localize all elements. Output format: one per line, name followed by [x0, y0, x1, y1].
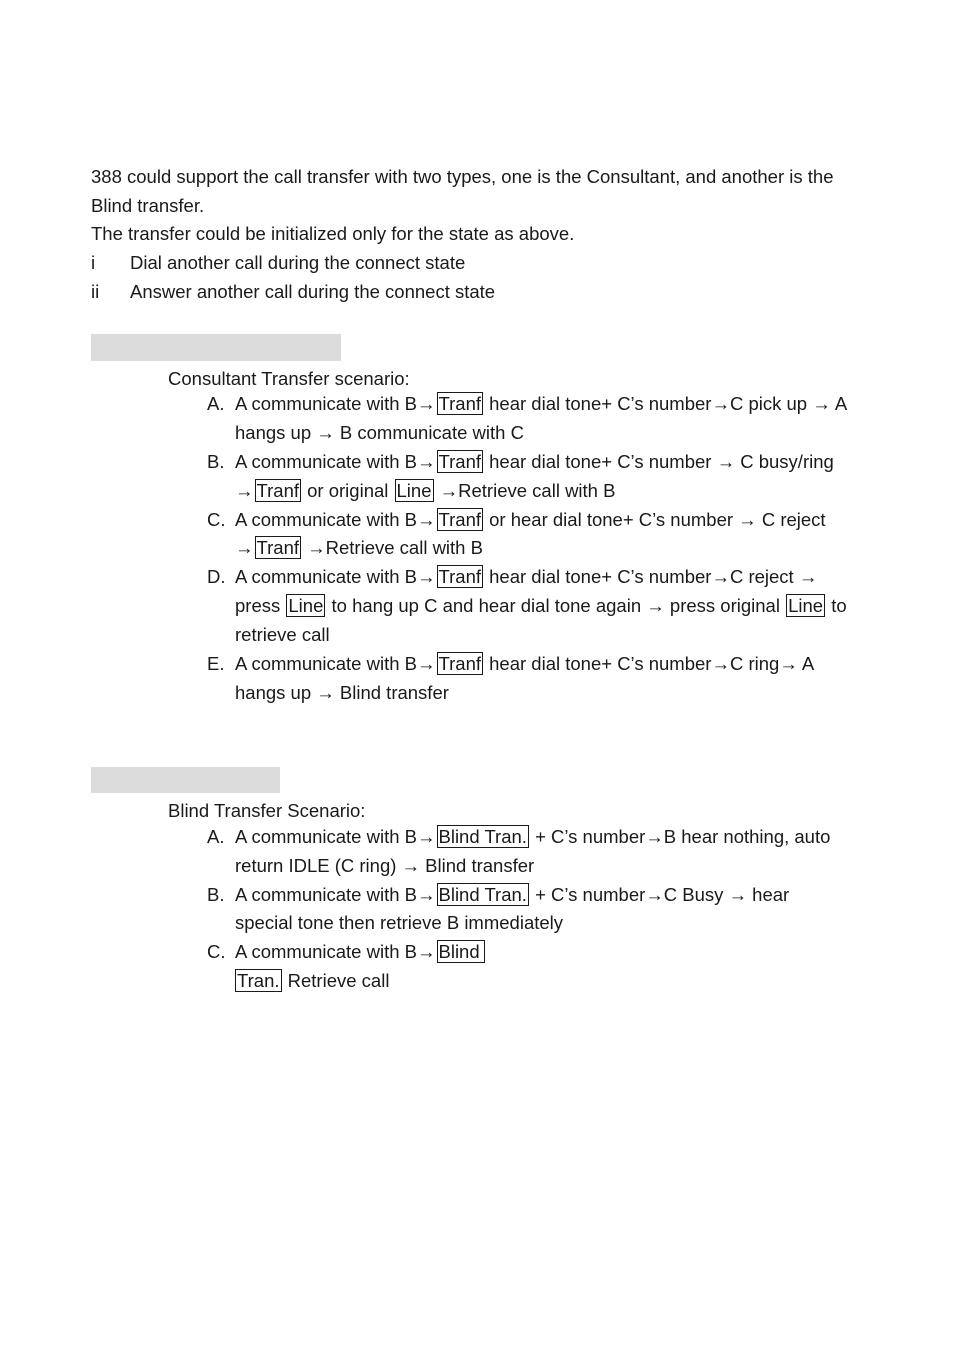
tranf-key: Tranf	[438, 393, 481, 414]
roman-marker: i	[91, 252, 96, 273]
list-item: Dial another call during the connect state	[130, 252, 466, 273]
blind-item-c-line-1: A communicate with B→ Blind	[235, 941, 486, 963]
consultant-item-c-line-1: A communicate with B→ Tranf or hear dial tone+ C’s number → C reject	[235, 509, 826, 530]
intro-line-3: The transfer could be initialized only for the state as above.	[91, 223, 575, 244]
list-marker-e: E.	[207, 653, 225, 674]
list-marker-c: C.	[207, 509, 226, 530]
list-marker-d: D.	[207, 566, 226, 587]
consultant-item-a-line-2: hangs up → B communicate with C	[235, 422, 524, 443]
section-heading-bar	[91, 767, 280, 793]
blind-key: Blind	[437, 940, 485, 963]
line-key: Line	[396, 480, 432, 501]
blind-item-a-line-2: return IDLE (C ring) → Blind transfer	[235, 855, 535, 876]
list-marker-b: B.	[207, 884, 225, 905]
line-key: Line	[288, 595, 324, 616]
consultant-item-d-line-1: A communicate with B→ Tranf hear dial tone+ C’s number→C reject →	[235, 566, 818, 587]
blind-item-b-line-2: special tone then retrieve B immediately	[235, 912, 564, 933]
tran-key: Tran.	[237, 970, 280, 991]
list-marker-c: C.	[207, 941, 226, 962]
tranf-key: Tranf	[438, 451, 481, 472]
tranf-key: Tranf	[256, 537, 299, 558]
blind-item-b-line-1: A communicate with B→ Blind Tran. + C’s number→C Busy → hear	[235, 884, 790, 905]
list-item: Answer another call during the connect state	[130, 281, 496, 302]
consultant-item-c-line-2: → Tranf →Retrieve call with B	[235, 537, 483, 558]
consultant-heading: Consultant Transfer scenario:	[168, 368, 410, 389]
intro-line-2: Blind transfer.	[91, 195, 205, 216]
consultant-item-e-line-1: A communicate with B→ Tranf hear dial tone+ C’s number→C ring→ A	[235, 653, 815, 674]
blind-item-a-line-1: A communicate with B→ Blind Tran. + C’s number→B hear nothing, auto	[235, 826, 831, 847]
blind-tran-key: Blind Tran.	[438, 884, 527, 905]
intro-line-1: 388 could support the call transfer with two types, one is the Consultant, and another is the	[91, 166, 834, 187]
consultant-item-d-line-3: retrieve call	[235, 624, 330, 645]
consultant-item-b-line-2: → Tranf or original Line →Retrieve call with B	[235, 480, 616, 501]
consultant-item-d-line-2: press Line to hang up C and hear dial tone again → press original Line to	[235, 595, 847, 616]
list-marker-a: A.	[207, 393, 225, 414]
consultant-item-e-line-2: hangs up → Blind transfer	[235, 682, 449, 703]
consultant-item-b-line-1: A communicate with B→ Tranf hear dial tone+ C’s number → C busy/ring	[235, 451, 834, 472]
blind-heading: Blind Transfer Scenario:	[168, 800, 366, 821]
blind-item-c-line-2: Tran. Retrieve call	[237, 970, 390, 991]
tranf-key: Tranf	[438, 653, 481, 674]
list-marker-b: B.	[207, 451, 225, 472]
section-heading-bar	[91, 334, 341, 361]
consultant-item-a-line-1: A communicate with B→ Tranf hear dial tone+ C’s number→C pick up → A	[235, 393, 848, 414]
line-key: Line	[788, 595, 824, 616]
tranf-key: Tranf	[438, 566, 481, 587]
tranf-key: Tranf	[438, 509, 481, 530]
roman-marker: ii	[91, 281, 100, 302]
tranf-key: Tranf	[256, 480, 299, 501]
blind-tran-key: Blind Tran.	[438, 826, 527, 847]
list-marker-a: A.	[207, 826, 225, 847]
